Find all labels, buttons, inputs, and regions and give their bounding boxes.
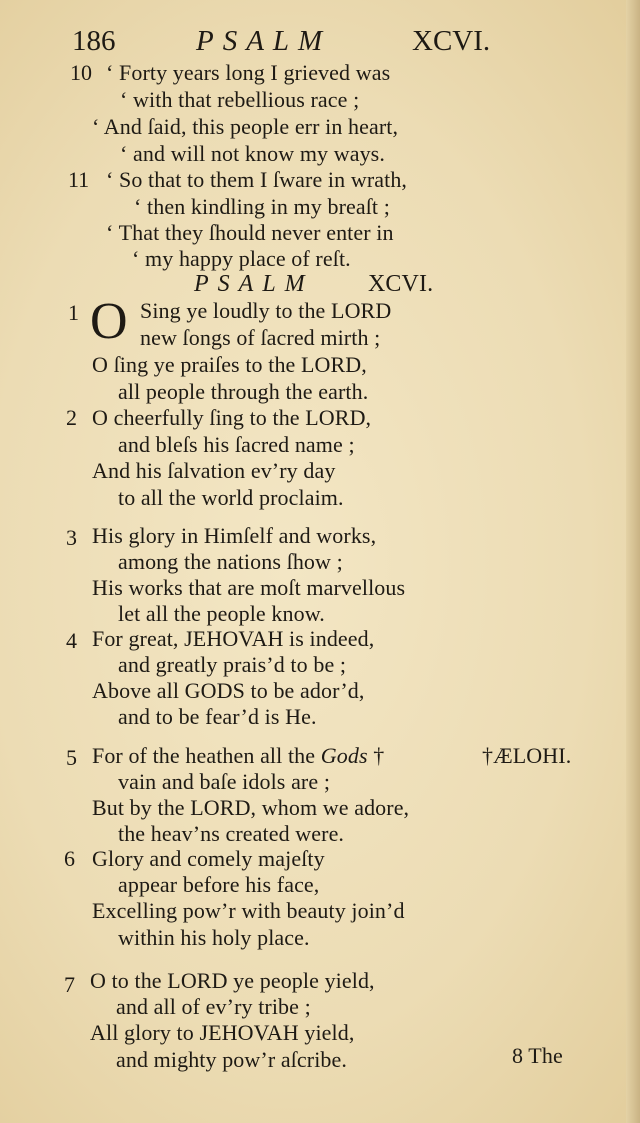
verse-line: and to be fear’d is He. <box>118 704 317 729</box>
verse-number: 4 <box>66 628 77 653</box>
verse-line: Sing ye loudly to the LORD <box>140 298 392 323</box>
verse-line: O ſing ye praiſes to the LORD, <box>92 352 367 377</box>
verse-number: 10 <box>70 60 92 85</box>
verse-line: ‘ then kindling in my breaſt ; <box>134 194 390 219</box>
verse-line: ‘ Forty years long I grieved was <box>106 60 391 85</box>
verse-line: ‘ And ſaid, this people err in heart, <box>92 114 399 139</box>
psalm-heading-title: PSALM <box>194 271 314 297</box>
verse-line: and bleſs his ſacred name ; <box>118 432 355 457</box>
verse-line: His glory in Himſelf and works, <box>92 523 377 548</box>
verse-number: 3 <box>66 525 77 550</box>
verse-line: ‘ my happy place of reſt. <box>132 246 351 271</box>
verse-line: Excelling pow’r with beauty join’d <box>92 898 405 923</box>
verse-line: all people through the earth. <box>118 379 369 404</box>
verse-line: ‘ with that rebellious race ; <box>120 87 360 112</box>
verse-line: and mighty pow’r aſcribe. <box>116 1047 347 1072</box>
verse-number: 1 <box>68 300 79 325</box>
verse-line: to all the world proclaim. <box>118 485 344 510</box>
verse-line: Above all GODS to be ador’d, <box>92 678 365 703</box>
verse-line: let all the people know. <box>118 601 325 626</box>
page-edge <box>626 0 640 1123</box>
verse-line: But by the LORD, whom we adore, <box>92 795 410 820</box>
verse-line: among the nations ſhow ; <box>118 549 343 574</box>
verse-line: and all of ev’ry tribe ; <box>116 994 311 1019</box>
verse-line: vain and baſe idols are ; <box>118 769 331 794</box>
verse-line: ‘ and will not know my ways. <box>120 141 385 166</box>
verse-number: 6 <box>64 846 75 871</box>
verse-number: 7 <box>64 972 75 997</box>
verse-line <box>92 743 384 769</box>
running-title-number: XCVI. <box>412 25 491 57</box>
verse-line: ‘ So that to them I ſware in wrath, <box>106 167 408 192</box>
verse-line: the heav’ns created were. <box>118 821 345 846</box>
verse-line: new ſongs of ſacred mirth ; <box>140 325 381 350</box>
verse-number: 2 <box>66 405 77 430</box>
verse-line: Glory and comely majeſty <box>92 846 325 871</box>
verse-line: O to the LORD ye people yield, <box>90 968 375 993</box>
verse-line: ‘ That they ſhould never enter in <box>106 220 394 245</box>
verse-number: 11 <box>68 167 90 192</box>
verse-text: For of the heathen all the <box>92 743 321 768</box>
verse-line: and greatly prais’d to be ; <box>118 652 347 677</box>
verse-line: And his ſalvation ev’ry day <box>92 458 336 483</box>
verse-line: For great, JEHOVAH is indeed, <box>92 626 375 651</box>
verse-line: O cheerfully ſing to the LORD, <box>92 405 372 430</box>
verse-line: within his holy place. <box>118 925 310 950</box>
verse-line: All glory to JEHOVAH yield, <box>90 1020 355 1045</box>
catchword: 8 The <box>512 1043 563 1068</box>
marginal-footnote: †ÆLOHI. <box>482 743 572 768</box>
footnote-mark: † <box>367 743 385 768</box>
running-title: PSALM <box>196 25 332 57</box>
psalm-heading-number: XCVI. <box>368 271 434 297</box>
page-number: 186 <box>72 25 116 57</box>
verse-number: 5 <box>66 745 77 770</box>
verse-italic-word: Gods <box>320 743 368 768</box>
drop-cap: O <box>90 293 128 350</box>
verse-line: His works that are moſt marvellous <box>92 575 406 600</box>
verse-line: appear before his face, <box>118 872 320 897</box>
